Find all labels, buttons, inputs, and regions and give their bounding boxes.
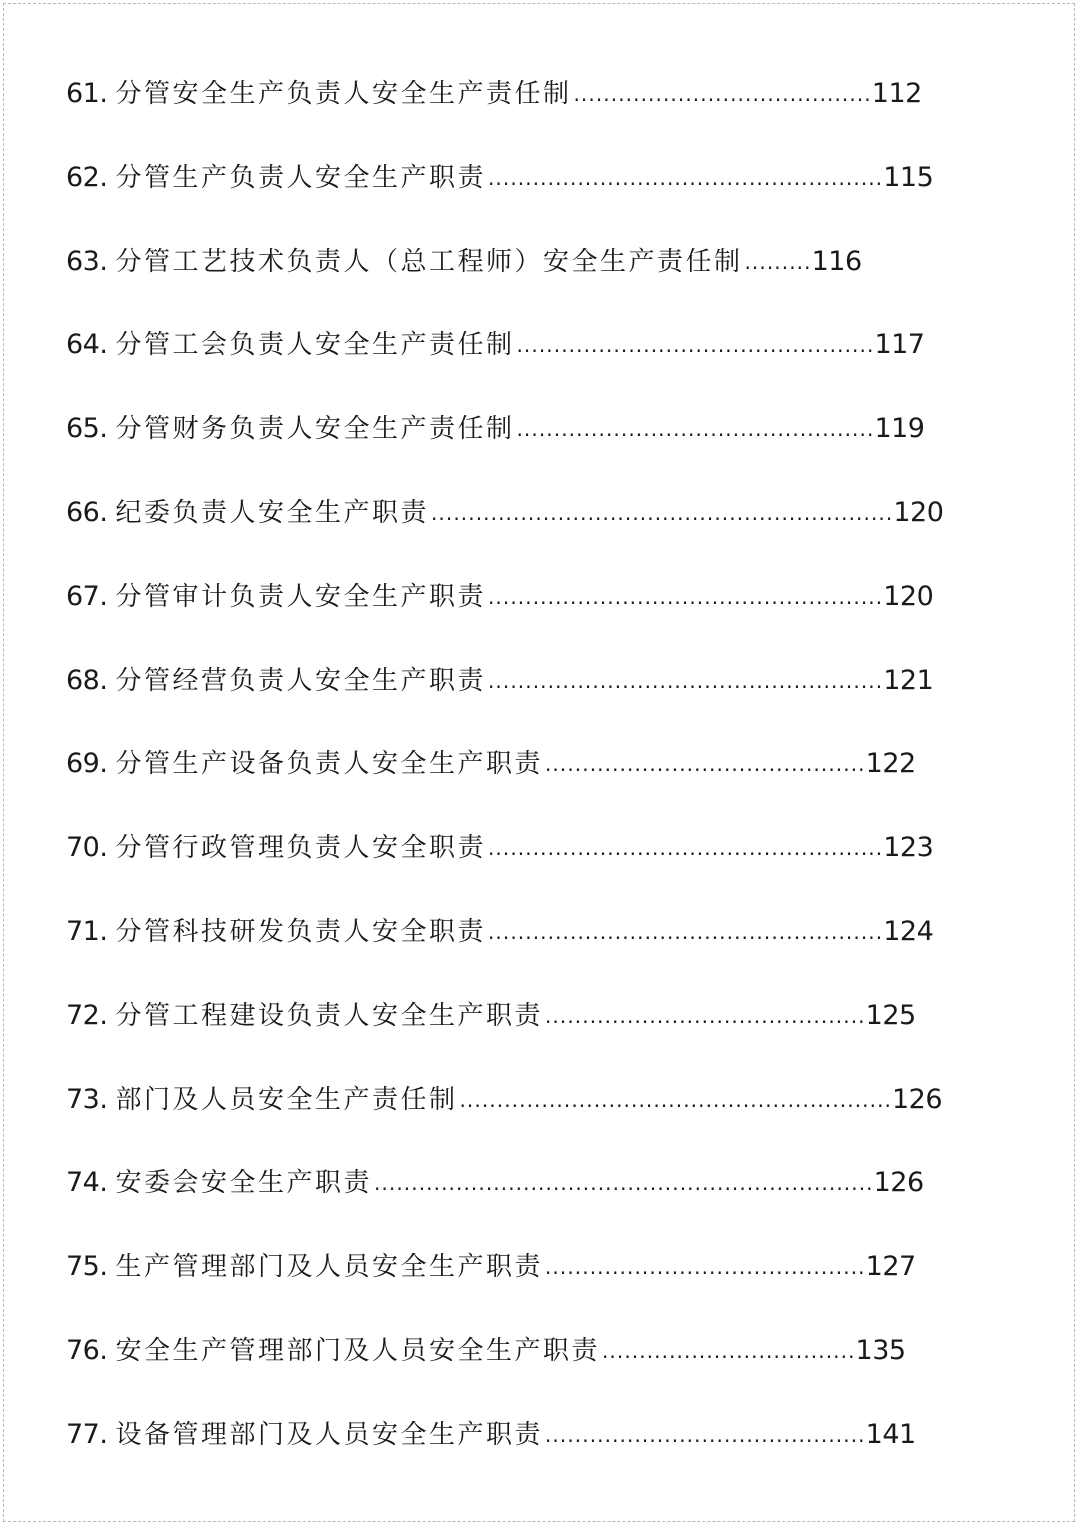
toc-entry-title: 分管财务负责人安全生产责任制 <box>115 414 515 445</box>
toc-entry-title: 安全生产管理部门及人员安全生产职责 <box>115 1335 600 1366</box>
toc-page-number: 127 <box>865 1251 916 1283</box>
toc-entry-number: 68. <box>66 664 108 696</box>
toc-page-number: 120 <box>893 496 944 528</box>
toc-entry-title: 分管生产负责人安全生产职责 <box>115 162 486 193</box>
toc-entry-title: 生产管理部门及人员安全生产职责 <box>115 1252 543 1283</box>
toc-entry-number: 66. <box>66 496 108 528</box>
toc-entry-number: 75. <box>66 1251 108 1283</box>
toc-page-number: 117 <box>874 329 925 361</box>
toc-entry-number: 70. <box>66 832 108 864</box>
toc-page-number: 121 <box>883 664 934 696</box>
toc-entry-number: 72. <box>66 999 108 1031</box>
toc-page-number: 119 <box>874 413 925 445</box>
toc-page-number: 115 <box>883 161 934 193</box>
toc-entry-number: 77. <box>66 1418 108 1450</box>
toc-entry-75[interactable] <box>66 1247 1046 1331</box>
toc-dot-leader: ........................................ <box>573 82 872 106</box>
toc-entry-68[interactable] <box>66 661 1046 745</box>
toc-entry-64[interactable] <box>66 325 1046 409</box>
toc-dot-leader: ................................................................... <box>373 1171 874 1196</box>
toc-entry-number: 65. <box>66 413 108 445</box>
toc-entry-62[interactable] <box>66 158 1046 242</box>
toc-page-number: 123 <box>883 832 934 864</box>
toc-dot-leader: ......... <box>744 249 812 274</box>
toc-dot-leader: .................................. <box>601 1338 856 1363</box>
toc-entry-number: 63. <box>66 245 108 277</box>
toc-page-number: 120 <box>883 580 934 612</box>
toc-entry-67[interactable] <box>66 577 1046 661</box>
toc-dot-leader: ..................................................... <box>487 584 884 609</box>
toc-entry-number: 71. <box>66 915 108 947</box>
toc-entry-69[interactable] <box>66 744 1046 828</box>
toc-entry-title: 部门及人员安全生产责任制 <box>115 1084 458 1115</box>
toc-page-number: 126 <box>892 1083 943 1115</box>
toc-dot-leader: ........................................... <box>544 1003 866 1028</box>
toc-entry-63[interactable] <box>66 242 1046 326</box>
toc-entry-66[interactable] <box>66 493 1046 577</box>
toc-dot-leader: ................................................ <box>516 417 875 442</box>
toc-page-number: 116 <box>811 245 862 277</box>
toc-dot-leader: ..................................................... <box>487 165 884 190</box>
toc-entry-number: 62. <box>66 161 108 193</box>
toc-entry-number: 74. <box>66 1167 108 1199</box>
toc-entry-title: 分管审计负责人安全生产职责 <box>115 581 486 612</box>
toc-entry-73[interactable] <box>66 1080 1046 1164</box>
toc-entry-title: 安委会安全生产职责 <box>115 1168 372 1199</box>
toc-page-number: 125 <box>865 999 916 1031</box>
toc-entry-title: 分管经营负责人安全生产职责 <box>115 665 486 696</box>
toc-page-number: 112 <box>871 78 922 109</box>
toc-entry-title: 纪委负责人安全生产职责 <box>115 497 429 528</box>
toc-entry-title: 分管行政管理负责人安全职责 <box>115 833 486 864</box>
toc-dot-leader: ........................................... <box>544 1422 866 1447</box>
toc-entry-number: 67. <box>66 580 108 612</box>
toc-entry-number: 76. <box>66 1334 108 1366</box>
toc-entry-number: 73. <box>66 1083 108 1115</box>
toc-dot-leader: .......................................................... <box>459 1087 892 1112</box>
toc-dot-leader: .............................................................. <box>430 500 894 525</box>
toc-dot-leader: ........................................... <box>544 752 866 777</box>
toc-dot-leader: ..................................................... <box>487 836 884 861</box>
toc-entry-61[interactable] <box>66 74 1046 158</box>
toc-entry-76[interactable] <box>66 1331 1046 1415</box>
toc-entry-title: 分管工会负责人安全生产责任制 <box>115 330 515 361</box>
toc-page-number: 135 <box>855 1334 906 1366</box>
toc-entry-77[interactable] <box>66 1415 1046 1499</box>
toc-dot-leader: ..................................................... <box>487 668 884 693</box>
toc-page-number: 122 <box>865 748 916 780</box>
toc-dot-leader: ................................................ <box>516 333 875 358</box>
toc-entry-title: 分管科技研发负责人安全职责 <box>115 916 486 947</box>
toc-entry-title: 分管工艺技术负责人（总工程师）安全生产责任制 <box>115 246 743 277</box>
toc-dot-leader: ........................................... <box>544 1255 866 1280</box>
toc-entry-number: 69. <box>66 748 108 780</box>
toc-entry-title: 分管安全生产负责人安全生产责任制 <box>115 79 572 109</box>
toc-entry-number: 64. <box>66 329 108 361</box>
table-of-contents <box>66 74 1046 1499</box>
toc-page-number: 141 <box>865 1418 916 1450</box>
toc-entry-70[interactable] <box>66 828 1046 912</box>
toc-entry-72[interactable] <box>66 996 1046 1080</box>
toc-entry-number: 61. <box>66 78 108 109</box>
toc-entry-title: 设备管理部门及人员安全生产职责 <box>115 1419 543 1450</box>
toc-entry-74[interactable] <box>66 1163 1046 1247</box>
toc-entry-title: 分管生产设备负责人安全生产职责 <box>115 749 543 780</box>
toc-dot-leader: ..................................................... <box>487 919 884 944</box>
toc-entry-65[interactable] <box>66 409 1046 493</box>
toc-page-number: 124 <box>883 915 934 947</box>
toc-page-number: 126 <box>873 1167 924 1199</box>
toc-entry-71[interactable] <box>66 912 1046 996</box>
toc-entry-title: 分管工程建设负责人安全生产职责 <box>115 1000 543 1031</box>
